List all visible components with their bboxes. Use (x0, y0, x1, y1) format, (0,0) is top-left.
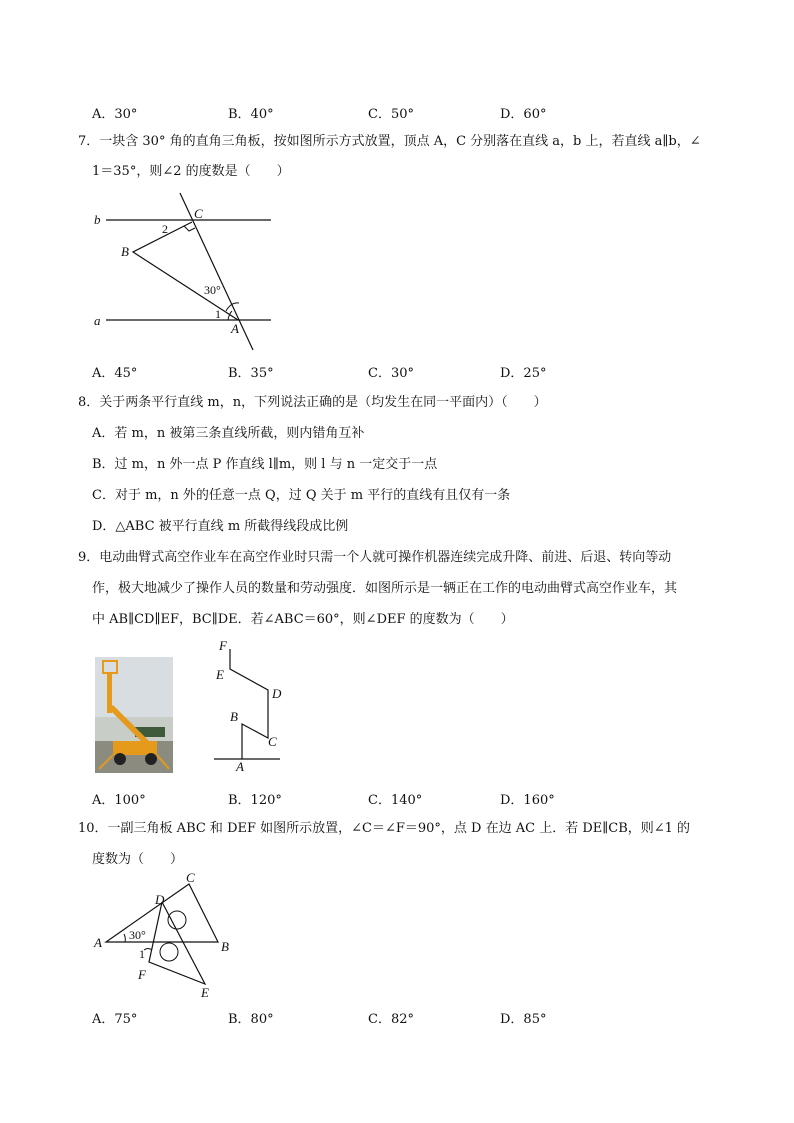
aerial-platform-photo (95, 657, 173, 773)
q10-label-E: E (201, 985, 209, 1000)
q10-option-d: D．85° (500, 1012, 547, 1027)
q7-label-2: 2 (162, 222, 168, 236)
q9-label-D: D (272, 686, 282, 701)
q9-option-d: D．160° (500, 793, 555, 808)
q7-label-b: b (94, 212, 101, 227)
q10-label-30: 30° (129, 928, 146, 942)
q7-label-C: C (194, 206, 203, 221)
q7-label-30: 30° (204, 283, 221, 297)
q7-option-d: D．25° (500, 366, 547, 381)
q7-figure (88, 190, 288, 360)
q6-option-a: A．30° (92, 107, 138, 122)
q8-option-b: B．过 m，n 外一点 P 作直线 l∥m，则 l 与 n 一定交于一点 (92, 457, 438, 472)
q7-option-c: C．30° (368, 366, 414, 381)
q10-label-1: 1 (139, 947, 145, 961)
q7-label-1: 1 (215, 307, 221, 321)
q9-option-a: A．100° (92, 793, 146, 808)
q9-label-C: C (268, 734, 277, 749)
q10-label-A: A (94, 935, 102, 950)
q10-label-D: D (155, 892, 165, 907)
q9-label-E: E (216, 667, 224, 682)
q7-option-b: B．35° (228, 366, 274, 381)
q7-label-B: B (121, 244, 129, 259)
q7-stem-line1: 7．一块含 30° 角的直角三角板，按如图所示方式放置，顶点 A，C 分别落在直线 a，b 上，若直线 a∥b，∠ (78, 134, 701, 149)
q10-figure (88, 870, 248, 1000)
q6-option-b: B．40° (228, 107, 274, 122)
q10-stem-line2: 度数为（ ） (92, 852, 184, 867)
q10-option-c: C．82° (368, 1012, 414, 1027)
q8-stem: 8．关于两条平行直线 m，n，下列说法正确的是（均发生在同一平面内）（ ） (78, 395, 547, 410)
q9-option-c: C．140° (368, 793, 423, 808)
q7-label-a: a (94, 313, 101, 328)
q9-label-B: B (230, 709, 238, 724)
q6-option-c: C．50° (368, 107, 414, 122)
q9-stem-line1: 9．电动曲臂式高空作业车在高空作业时只需一个人就可操作机器连续完成升降、前进、后退、转向等动 (78, 550, 672, 565)
q9-stem-line3: 中 AB∥CD∥EF，BC∥DE．若∠ABC＝60°，则∠DEF 的度数为（ ） (92, 612, 514, 627)
q10-label-F: F (138, 967, 146, 982)
q9-option-b: B．120° (228, 793, 282, 808)
q7-option-a: A．45° (92, 366, 138, 381)
q10-label-C: C (186, 870, 195, 885)
q10-option-a: A．75° (92, 1012, 138, 1027)
q9-figure (206, 640, 306, 772)
q10-option-b: B．80° (228, 1012, 274, 1027)
q10-stem-line1: 10．一副三角板 ABC 和 DEF 如图所示放置，∠C＝∠F＝90°，点 D 在边 AC 上．若 DE∥CB，则∠1 的 (78, 821, 691, 836)
q7-stem-line2: 1＝35°，则∠2 的度数是（ ） (92, 164, 290, 179)
q9-label-A: A (236, 759, 244, 772)
q10-label-B: B (221, 939, 229, 954)
q8-option-d: D．△ABC 被平行直线 m 所截得线段成比例 (92, 519, 349, 534)
q8-option-a: A．若 m，n 被第三条直线所截，则内错角互补 (92, 426, 365, 441)
q9-label-F: F (219, 640, 227, 653)
q6-option-d: D．60° (500, 107, 547, 122)
q8-option-c: C．对于 m，n 外的任意一点 Q，过 Q 关于 m 平行的直线有且仅有一条 (92, 488, 511, 503)
q7-label-A: A (231, 321, 239, 336)
q9-stem-line2: 作，极大地减少了操作人员的数量和劳动强度．如图所示是一辆正在工作的电动曲臂式高空作业车，其 (92, 581, 678, 596)
